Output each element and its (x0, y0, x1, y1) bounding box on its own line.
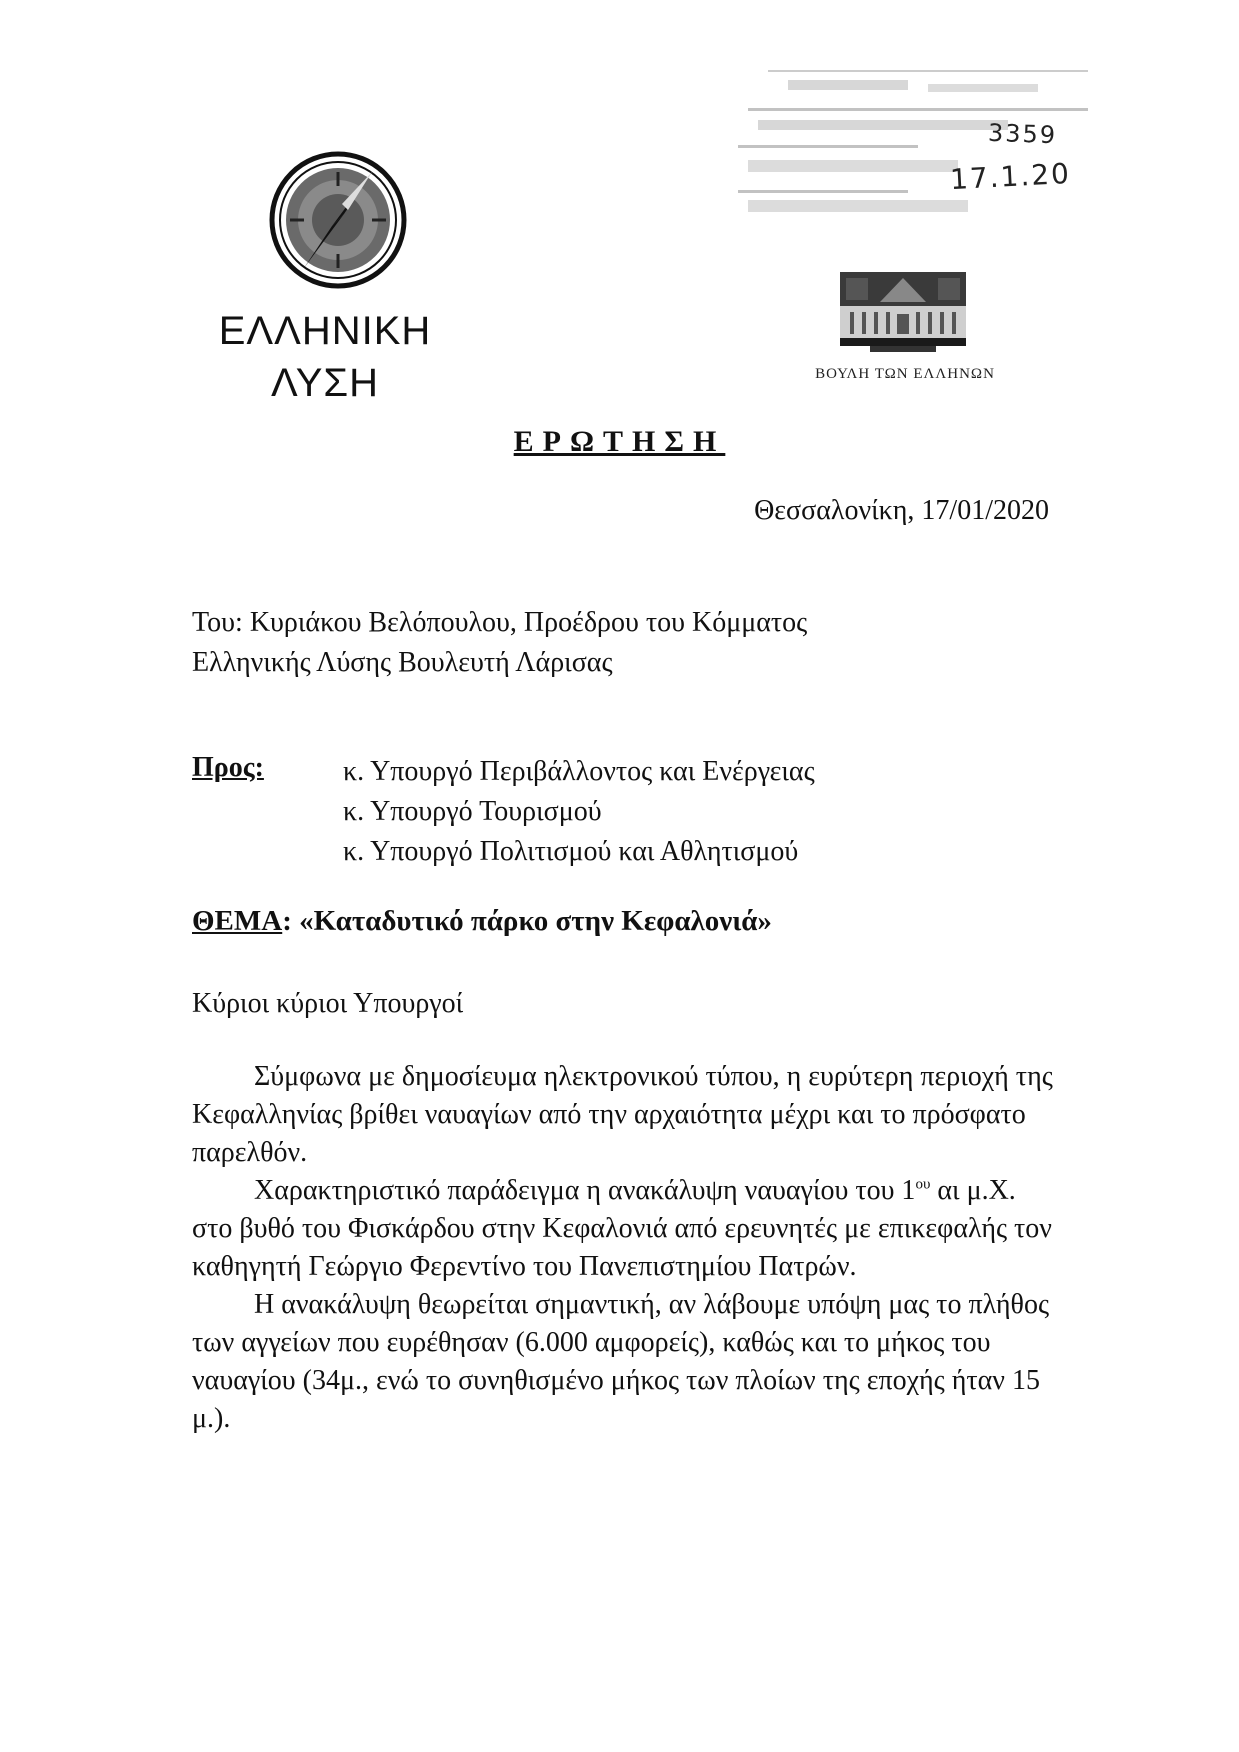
parliament-caption: ΒΟΥΛΗ ΤΩΝ ΕΛΛΗΝΩΝ (815, 366, 995, 382)
paragraph-3: Η ανακάλυψη θεωρείται σημαντική, αν λάβουμε υπόψη μας το πλήθος των αγγείων που ευρέθησαν (6.000 αμφορείς), καθώς και το μήκος του ναυαγίου (34μ., ενώ το συνηθισμένο μήκος των πλοίων της εποχής ήταν 15 μ.). (192, 1289, 1050, 1434)
party-name-line2: ΛΥΣΗ (270, 361, 380, 405)
document-title: ΕΡΩΤΗΣΗ (513, 425, 726, 458)
recipients-label: Προς: (192, 752, 264, 783)
salutation: Κύριοι κύριοι Υπουργοί (192, 988, 464, 1019)
recipient-item: κ. Υπουργό Τουρισμού (343, 796, 602, 827)
recipient-item: κ. Υπουργό Πολιτισμού και Αθλητισμού (343, 836, 799, 867)
party-name (200, 305, 450, 409)
date-line: Θεσσαλονίκη, 17/01/2020 (754, 495, 1049, 526)
stamp-number: 3359 (987, 118, 1058, 150)
body-text (192, 1058, 1062, 1438)
protocol-stamp (728, 50, 1128, 235)
subject-line (192, 905, 772, 938)
party-name-line1: ΕΛΛΗΝΙΚΗ (218, 309, 432, 353)
paragraph-2 (192, 1172, 1062, 1286)
subject-label: ΘΕΜΑ (192, 905, 283, 937)
sender-line-2: Ελληνικής Λύσης Βουλευτή Λάρισας (192, 647, 613, 678)
paragraph-2-end: αι μ.Χ. στο βυθό του Φισκάρδου στην Κεφαλονιά από ερευνητές με επικεφαλής τον καθηγητή Γεώργιο Φερεντίνο του Πανεπιστημίου Πατρών. (192, 1175, 1052, 1282)
stamp-date: 17.1.20 (949, 156, 1072, 197)
paragraph-2-start: Χαρακτηριστικό παράδειγμα η ανακάλυψη ναυαγίου του 1 (254, 1175, 916, 1206)
paragraph-1: Σύμφωνα με δημοσίευμα ηλεκτρονικού τύπου, η ευρύτερη περιοχή της Κεφαλληνίας βρίθει ναυαγίων από την αρχαιότητα μέχρι και το πρόσφατο παρελθόν. (192, 1061, 1053, 1168)
recipient-item: κ. Υπουργό Περιβάλλοντος και Ενέργειας (343, 756, 815, 787)
ordinal-superscript: ου (915, 1176, 931, 1193)
subject-text: : «Καταδυτικό πάρκο στην Κεφαλονιά» (282, 905, 772, 937)
sender-line-1: Του: Κυριάκου Βελόπουλου, Προέδρου του Κόμματος (192, 607, 808, 638)
sender-block (192, 603, 807, 683)
compass-logo-icon (268, 150, 408, 290)
recipients-list (343, 752, 815, 872)
parliament-building-icon (840, 272, 966, 362)
